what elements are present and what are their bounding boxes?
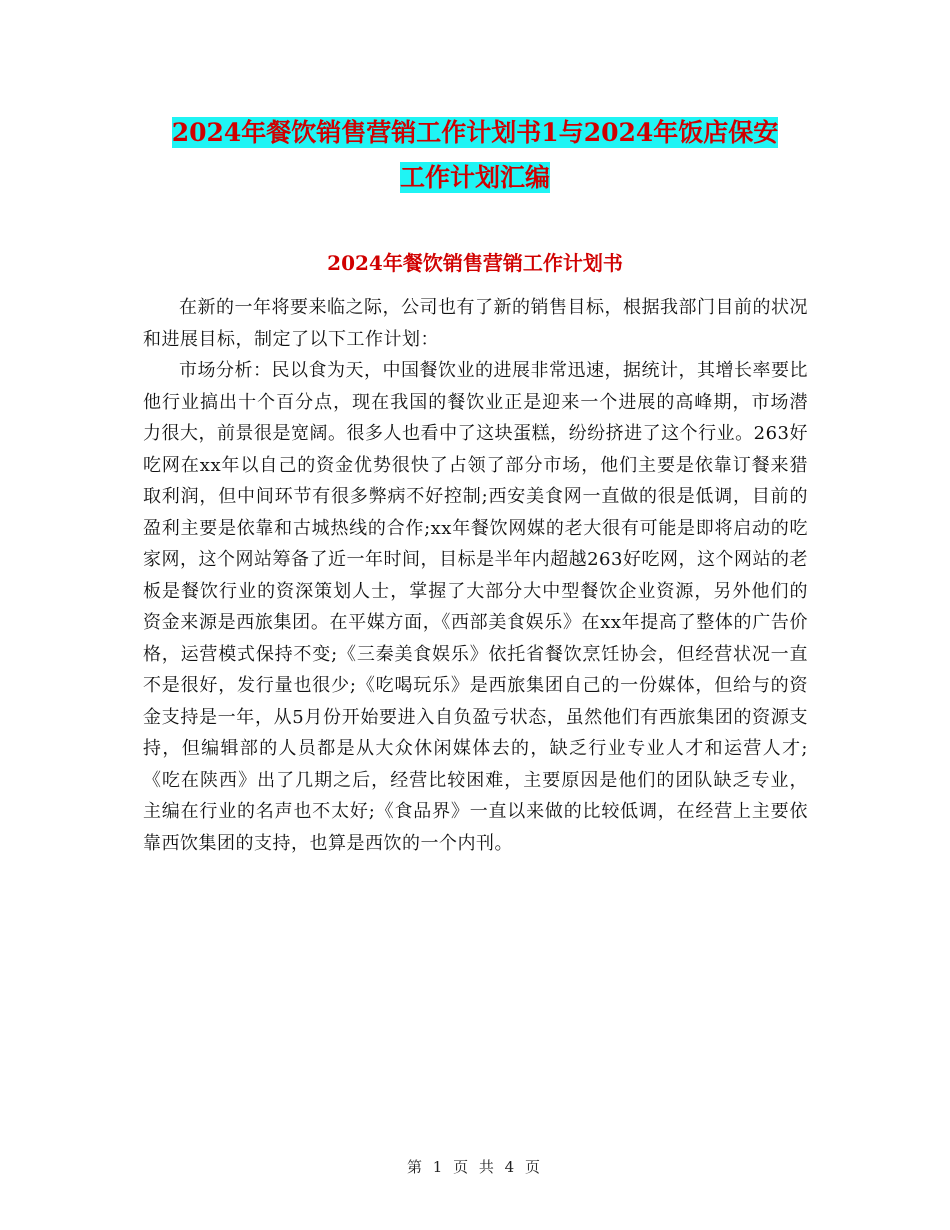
paragraph-intro: 在新的一年将要来临之际，公司也有了新的销售目标，根据我部门目前的状况和进展目标，制定了以下工作计划： bbox=[143, 297, 808, 350]
document-body bbox=[143, 292, 808, 859]
paragraph-market-analysis: 市场分析：民以食为天，中国餐饮业的进展非常迅速，据统计，其增长率要比他行业搞出十个百分点，现在我国的餐饮业正是迎来一个进展的高峰期，市场潜力很大，前景很是宽阔。很多人也看中了这块蛋糕，纷纷挤进了这个行业。263好吃网在xx年以自己的资金优势很快了占领了部分市场，他们主要是依靠订餐来猎取利润，但中间环节有很多弊病不好控制;西安美食网一直做的很是低调，目前的盈利主要是依靠和古城热线的合作;xx年餐饮网媒的老大很有可能是即将启动的吃家网，这个网站筹备了近一年时间，目标是半年内超越263好吃网，这个网站的老板是餐饮行业的资深策划人士，掌握了大部分大中型餐饮企业资源，另外他们的资金来源是西旅集团。在平媒方面，《西部美食娱乐》在xx年提高了整体的广告价格，运营模式保持不变;《三秦美食娱乐》依托省餐饮烹饪协会，但经营状况一直不是很好，发行量也很少;《吃喝玩乐》是西旅集团自己的一份媒体，但给与的资金支持是一年，从5月份开始要进入自负盈亏状态，虽然他们有西旅集团的资源支持，但编辑部的人员都是从大众休闲媒体去的，缺乏行业专业人才和运营人才;《吃在陕西》出了几期之后，经营比较困难，主要原因是他们的团队缺乏专业，主编在行业的名声也不太好;《食品界》一直以来做的比较低调，在经营上主要依靠西饮集团的支持，也算是西饮的一个内刊。 bbox=[143, 360, 808, 854]
document-title-line1: 2024年餐饮销售营销工作计划书1与2024年饭店保安 bbox=[171, 118, 779, 147]
document-title-line2: 工作计划汇编 bbox=[399, 163, 550, 192]
document-title bbox=[140, 110, 810, 200]
section-title: 2024年餐饮销售营销工作计划书 bbox=[327, 251, 623, 275]
page-number: 第 1 页 共 4 页 bbox=[407, 1158, 543, 1176]
